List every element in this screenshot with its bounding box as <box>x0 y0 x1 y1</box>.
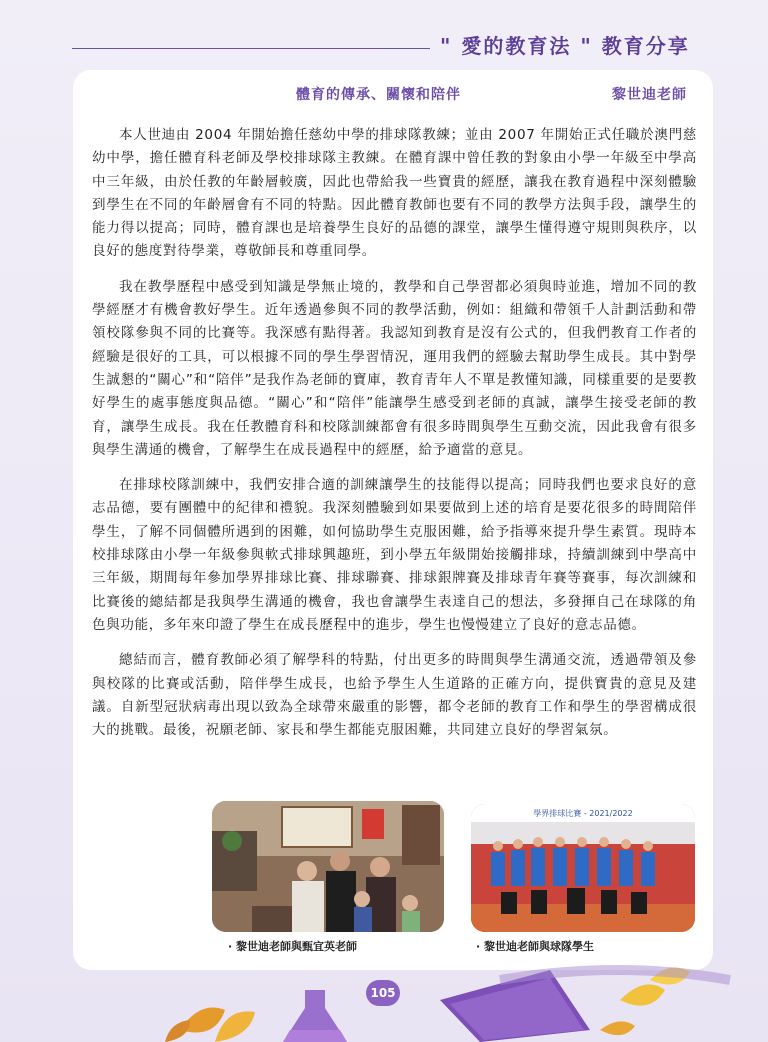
article-author: 黎世迪老師 <box>612 87 687 103</box>
paragraph: 總結而言，體育教師必須了解學科的特點，付出更多的時間與學生溝通交流，透過帶領及參與校隊的比賽或活動，陪伴學生成長，也給予學生人生道路的正確方向，提供寶貴的意見及建議。自新型冠狀病毒出現以致為全球帶來嚴重的影響，都令老師的教育工作和學生的學習構成很大的挑戰。最後，祝願老師、家長和學生都能克服困難，共同建立良好的學習氣氛。 <box>92 652 697 739</box>
page-header-title: " 愛的教育法 " 教育分享 <box>440 34 690 58</box>
photo-banner-text: 學界排球比賽 - 2021/2022 <box>533 809 633 818</box>
photo-caption: · 黎世迪老師與球隊學生 <box>476 940 595 953</box>
photo-volleyball-team <box>471 804 695 932</box>
photo-team-illustration <box>471 804 695 932</box>
leaf-icon <box>165 1008 255 1042</box>
article-subtitle: 體育的傳承、關懷和陪伴 <box>296 87 461 103</box>
header-rule <box>72 48 430 49</box>
ribbon-decoration <box>500 970 730 980</box>
photo-caption: · 黎世迪老師與甄宜英老師 <box>228 940 358 953</box>
paragraph: 我在教學歷程中感受到知識是學無止境的，教學和自己學習都必須與時並進，增加不同的教學經歷才有機會教好學生。近年透過參與不同的教學活動，例如：組織和帶領千人計劃活動和帶領校隊參與不同的比賽等。我深感有點得著。我認知到教育是沒有公式的，但我們教育工作者的經驗是很好的工具，可以根據不同的學生學習情況，運用我們的經驗去幫助學生成長。其中對學生誠懇的“關心”和“陪伴”是我作為老師的寶庫，教育青年人不單是教懂知識，同樣重要的是要教好學生的處事態度與品德。“關心”和“陪伴”能讓學生感受到老師的真誠，讓學生接受老師的教育，讓學生成長。我在任教體育科和校隊訓練都會有很多時間與學生互動交流，因此我會有很多與學生溝通的機會，了解學生在成長過程中的經歷，給予適當的意見。 <box>92 278 697 458</box>
article-body <box>92 124 697 754</box>
photo-teachers <box>212 801 444 932</box>
paragraph: 在排球校隊訓練中，我們安排合適的訓練讓學生的技能得以提高；同時我們也要求良好的意志品德，要有團體中的紀律和禮貌。我深刻體驗到如果要做到上述的培育是要花很多的時間陪伴學生，了解不同個體所遇到的困難，如何協助學生克服困難，給予指導來提升學生素質。現時本校排球隊由小學一年級參與軟式排球興趣班，到小學五年級開始接觸排球，持續訓練到中學高中三年級，期間每年參加學界排球比賽、排球聯賽、排球銀牌賽及排球青年賽等賽事，每次訓練和比賽後的總結都是我與學生溝通的機會，我也會讓學生表達自己的想法，多發揮自己在球隊的角色與功能，多年來印證了學生在成長歷程中的進步，學生也慢慢建立了良好的意志品德。 <box>92 477 697 633</box>
paragraph: 本人世迪由 2004 年開始擔任慈幼中學的排球隊教練；並由 2007 年開始正式任職於澳門慈幼中學，擔任體育科老師及學校排球隊主教練。在體育課中曾任教的對象由小學一年級至中學高中三年級，由於任教的年齡層較廣，因此也帶給我一些寶貴的經歷，讓我在教育過程中深刻體驗到學生在不同的年齡層會有不同的特點。因此體育教師也要有不同的教學方法與手段，讓學生的能力得以提高；同時，體育課也是培養學生良好的品德的課堂，讓學生懂得遵守規則與秩序，以良好的態度對待學業，尊敬師長和尊重同學。 <box>92 127 697 260</box>
photo-teachers-illustration <box>212 801 444 932</box>
page-number: 105 <box>366 980 400 1006</box>
beaker-icon <box>283 990 347 1042</box>
